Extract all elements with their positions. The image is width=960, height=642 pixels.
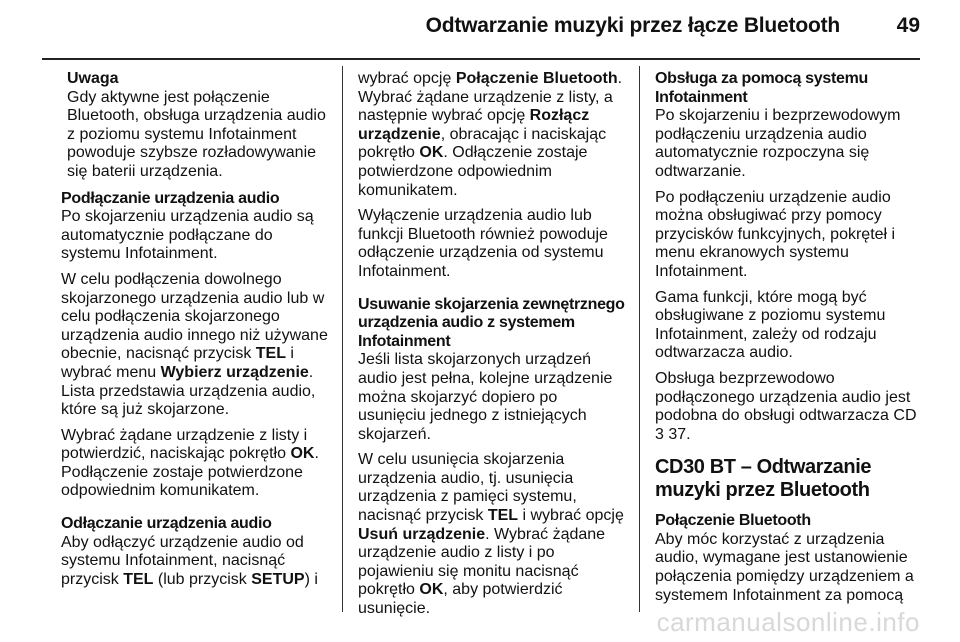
column-3 [655, 70, 925, 612]
tel-key: TEL [487, 507, 519, 525]
operation-p4: Obsługa bezprzewodowo podłączonego urządzenia audio jest podobna do obsługi odtwarzacza CD 3 37. [655, 369, 917, 443]
page-title: Odtwarzanie muzyki przez łącze Bluetooth [425, 14, 840, 37]
section-connect [61, 190, 331, 264]
section-title-bluetooth-connection: Połączenie Bluetooth [655, 512, 811, 530]
col2-p1: wybrać opcję Połączenie Bluetooth. Wybrać żądane urządzenie z listy, a następnie wybrać opcję Rozłącz urządzenie, obracając i naciskając pokrętło OK. Odłączenie zostaje potwierdzone odpowiednim komunikatem. [358, 70, 623, 199]
option-disconnect-device: Rozłącz urządzenie [358, 107, 590, 143]
section-disconnect: Odłączanie urządzenia audio Aby odłączyć urządzenie audio od systemu Infotainment, nacisnąć przycisk TEL (lub przycisk SETUP) i [61, 515, 331, 589]
section-bluetooth-connection [655, 512, 925, 605]
operation-p1: Po skojarzeniu i bezprzewodowym podłączeniu urządzenia audio automatycznie rozpoczyna się odtwarzanie. [655, 107, 901, 180]
col2-p2: Wyłączenie urządzenia audio lub funkcji Bluetooth również powoduje odłączenie urządzenia od systemu Infotainment. [358, 207, 608, 280]
section-operation [655, 70, 925, 182]
header-rule [42, 58, 920, 60]
operation-p3: Gama funkcji, które mogą być obsługiwane z poziomu systemu Infotainment, zależy od rodzaju odtwarzacza audio. [655, 288, 886, 362]
page-header [0, 0, 960, 60]
menu-select-device: Wybierz urządzenie [160, 363, 309, 381]
setup-key: SETUP [251, 570, 305, 588]
column-1 [61, 70, 331, 596]
connect-p3: Wybrać żądane urządzenie z listy i potwierdzić, naciskając pokrętło OK. Podłączenie zostaje potwierdzone odpowiednim komunikatem. [61, 426, 319, 500]
option-bluetooth-connection: Połączenie Bluetooth [455, 70, 618, 87]
note-text: Gdy aktywne jest połączenie Bluetooth, obsługa urządzenia audio z poziomu systemu Infotainment powoduje szybsze rozładowywanie się baterii urządzenia. [67, 88, 326, 180]
tel-key: TEL [123, 570, 154, 588]
tel-key: TEL [255, 345, 286, 363]
operation-p2: Po podłączeniu urządzenie audio można obsługiwać przy pomocy przycisków funkcyjnych, pokręteł i menu ekranowych systemu Infotainment. [655, 188, 896, 280]
unpair-p1: Jeśli lista skojarzonych urządzeń audio jest pełna, kolejne urządzenie można skojarzyć dopiero po usunięciu jednego z istniejących skojarzeń. [358, 351, 613, 443]
connect-p2: W celu podłączenia dowolnego skojarzonego urządzenia audio lub w celu podłączenia skojarzonego urządzenia audio innego niż używane obecnie, nacisnąć przycisk TEL i wybrać menu Wybierz urządzenie. Lista przedstawia urządzenia audio, które są już skojarzone. [61, 270, 328, 419]
note-title: Uwaga [67, 70, 119, 87]
section-title-disconnect: Odłączanie urządzenia audio [61, 515, 272, 533]
section-title-unpair: Usuwanie skojarzenia zewnętrznego urządzenia audio z systemem Infotainment [358, 295, 625, 350]
page-reference-link[interactable]: 3 37. [655, 425, 691, 443]
connect-p1: Po skojarzeniu urządzenia audio są automatycznie podłączane do systemu Infotainment. [61, 208, 314, 263]
page-number: 49 [896, 14, 920, 37]
ok-key: OK [419, 144, 444, 162]
column-divider-1 [342, 66, 343, 612]
watermark-text: carmanualsonline.info [656, 607, 920, 637]
column-2 [358, 70, 626, 626]
section-title-operation: Obsługa za pomocą systemu Infotainment [655, 70, 869, 106]
bluetooth-connection-p1: Aby móc korzystać z urządzenia audio, wymagane jest ustanowienie połączenia pomiędzy urządzeniem a systemem Infotainment za pomocą [655, 530, 914, 604]
ok-key: OK [419, 581, 444, 599]
column-divider-2 [639, 66, 640, 612]
section-title-connect: Podłączanie urządzenia audio [61, 189, 280, 207]
unpair-p2: W celu usunięcia skojarzenia urządzenia audio, tj. usunięcia urządzenia z pamięci systemu, nacisnąć przycisk TEL i wybrać opcję Usuń urządzenie. Wybrać żądane urządzenie audio z listy i po pojawieniu się monitu nacisnąć pokrętło OK, aby potwierdzić usunięcie. [358, 451, 624, 618]
section-unpair [358, 296, 626, 445]
option-delete-device: Usuń urządzenie [358, 525, 486, 543]
chapter-title-cd30: CD30 BT – Odtwarzanie muzyki przez Bluetooth [655, 456, 872, 502]
ok-key: OK [290, 445, 315, 463]
note-box [61, 70, 331, 182]
